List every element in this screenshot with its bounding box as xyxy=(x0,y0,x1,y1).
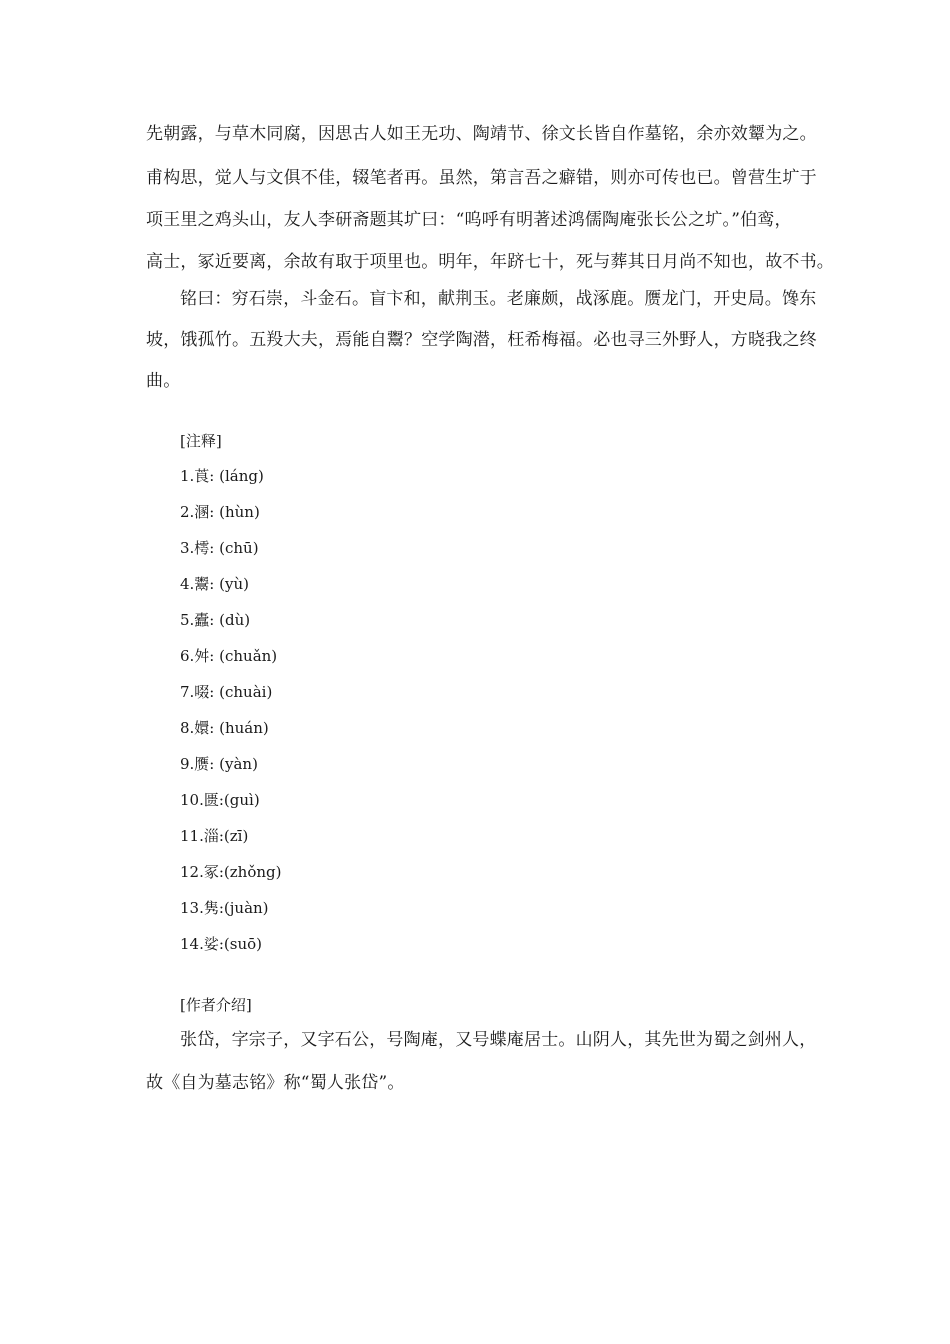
body-line-2: 甫构思，觉人与文俱不佳，辍笔者再。虽然，第言吾之癖错，则亦可传也已。曾营生圹于 xyxy=(146,168,817,188)
note-item-10: 10.匮:(guì) xyxy=(180,791,260,809)
body-line-3: 项王里之鸡头山，友人李研斋题其圹曰：“呜呼有明著述鸿儒陶庵张长公之圹。”伯鸾， xyxy=(146,210,792,230)
note-item-14: 14.娑:(suō) xyxy=(180,935,263,953)
note-item-5: 5.蠹: (dù) xyxy=(180,611,251,629)
note-item-3: 3.樗: (chū) xyxy=(180,539,259,557)
author-heading: [作者介绍] xyxy=(180,996,252,1014)
note-item-2: 2.溷: (hùn) xyxy=(180,503,260,521)
inscription-line-1: 铭曰：穷石崇，斗金石。盲卞和，献荆玉。老廉颇，战涿鹿。赝龙门，开史局。馋东 xyxy=(180,289,817,309)
note-item-1: 1.莨: (láng) xyxy=(180,467,264,485)
note-item-4: 4.鬻: (yù) xyxy=(180,575,249,593)
note-item-11: 11.淄:(zī) xyxy=(180,827,249,845)
note-item-8: 8.嬛: (huán) xyxy=(180,719,269,737)
body-line-4: 高士，冢近要离，余故有取于项里也。明年，年跻七十，死与葬其日月尚不知也，故不书。 xyxy=(146,252,834,272)
note-item-13: 13.隽:(juàn) xyxy=(180,899,269,917)
note-item-7: 7.啜: (chuài) xyxy=(180,683,273,701)
note-item-9: 9.赝: (yàn) xyxy=(180,755,258,773)
note-item-12: 12.冢:(zhǒng) xyxy=(180,863,282,881)
author-line-2: 故《自为墓志铭》称“蜀人张岱”。 xyxy=(146,1073,405,1093)
inscription-line-2: 坡，饿孤竹。五羖大夫，焉能自鬻？空学陶潜，枉希梅福。必也寻三外野人，方晓我之终 xyxy=(146,330,817,350)
inscription-line-3: 曲。 xyxy=(146,371,181,391)
note-item-6: 6.舛: (chuǎn) xyxy=(180,647,278,665)
body-line-1: 先朝露，与草木同腐，因思古人如王无功、陶靖节、徐文长皆自作墓铭，余亦效颦为之。 xyxy=(146,124,817,144)
notes-heading: [注释] xyxy=(180,432,222,450)
author-line-1: 张岱，字宗子，又字石公，号陶庵，又号蝶庵居士。山阴人，其先世为蜀之剑州人， xyxy=(180,1030,817,1050)
